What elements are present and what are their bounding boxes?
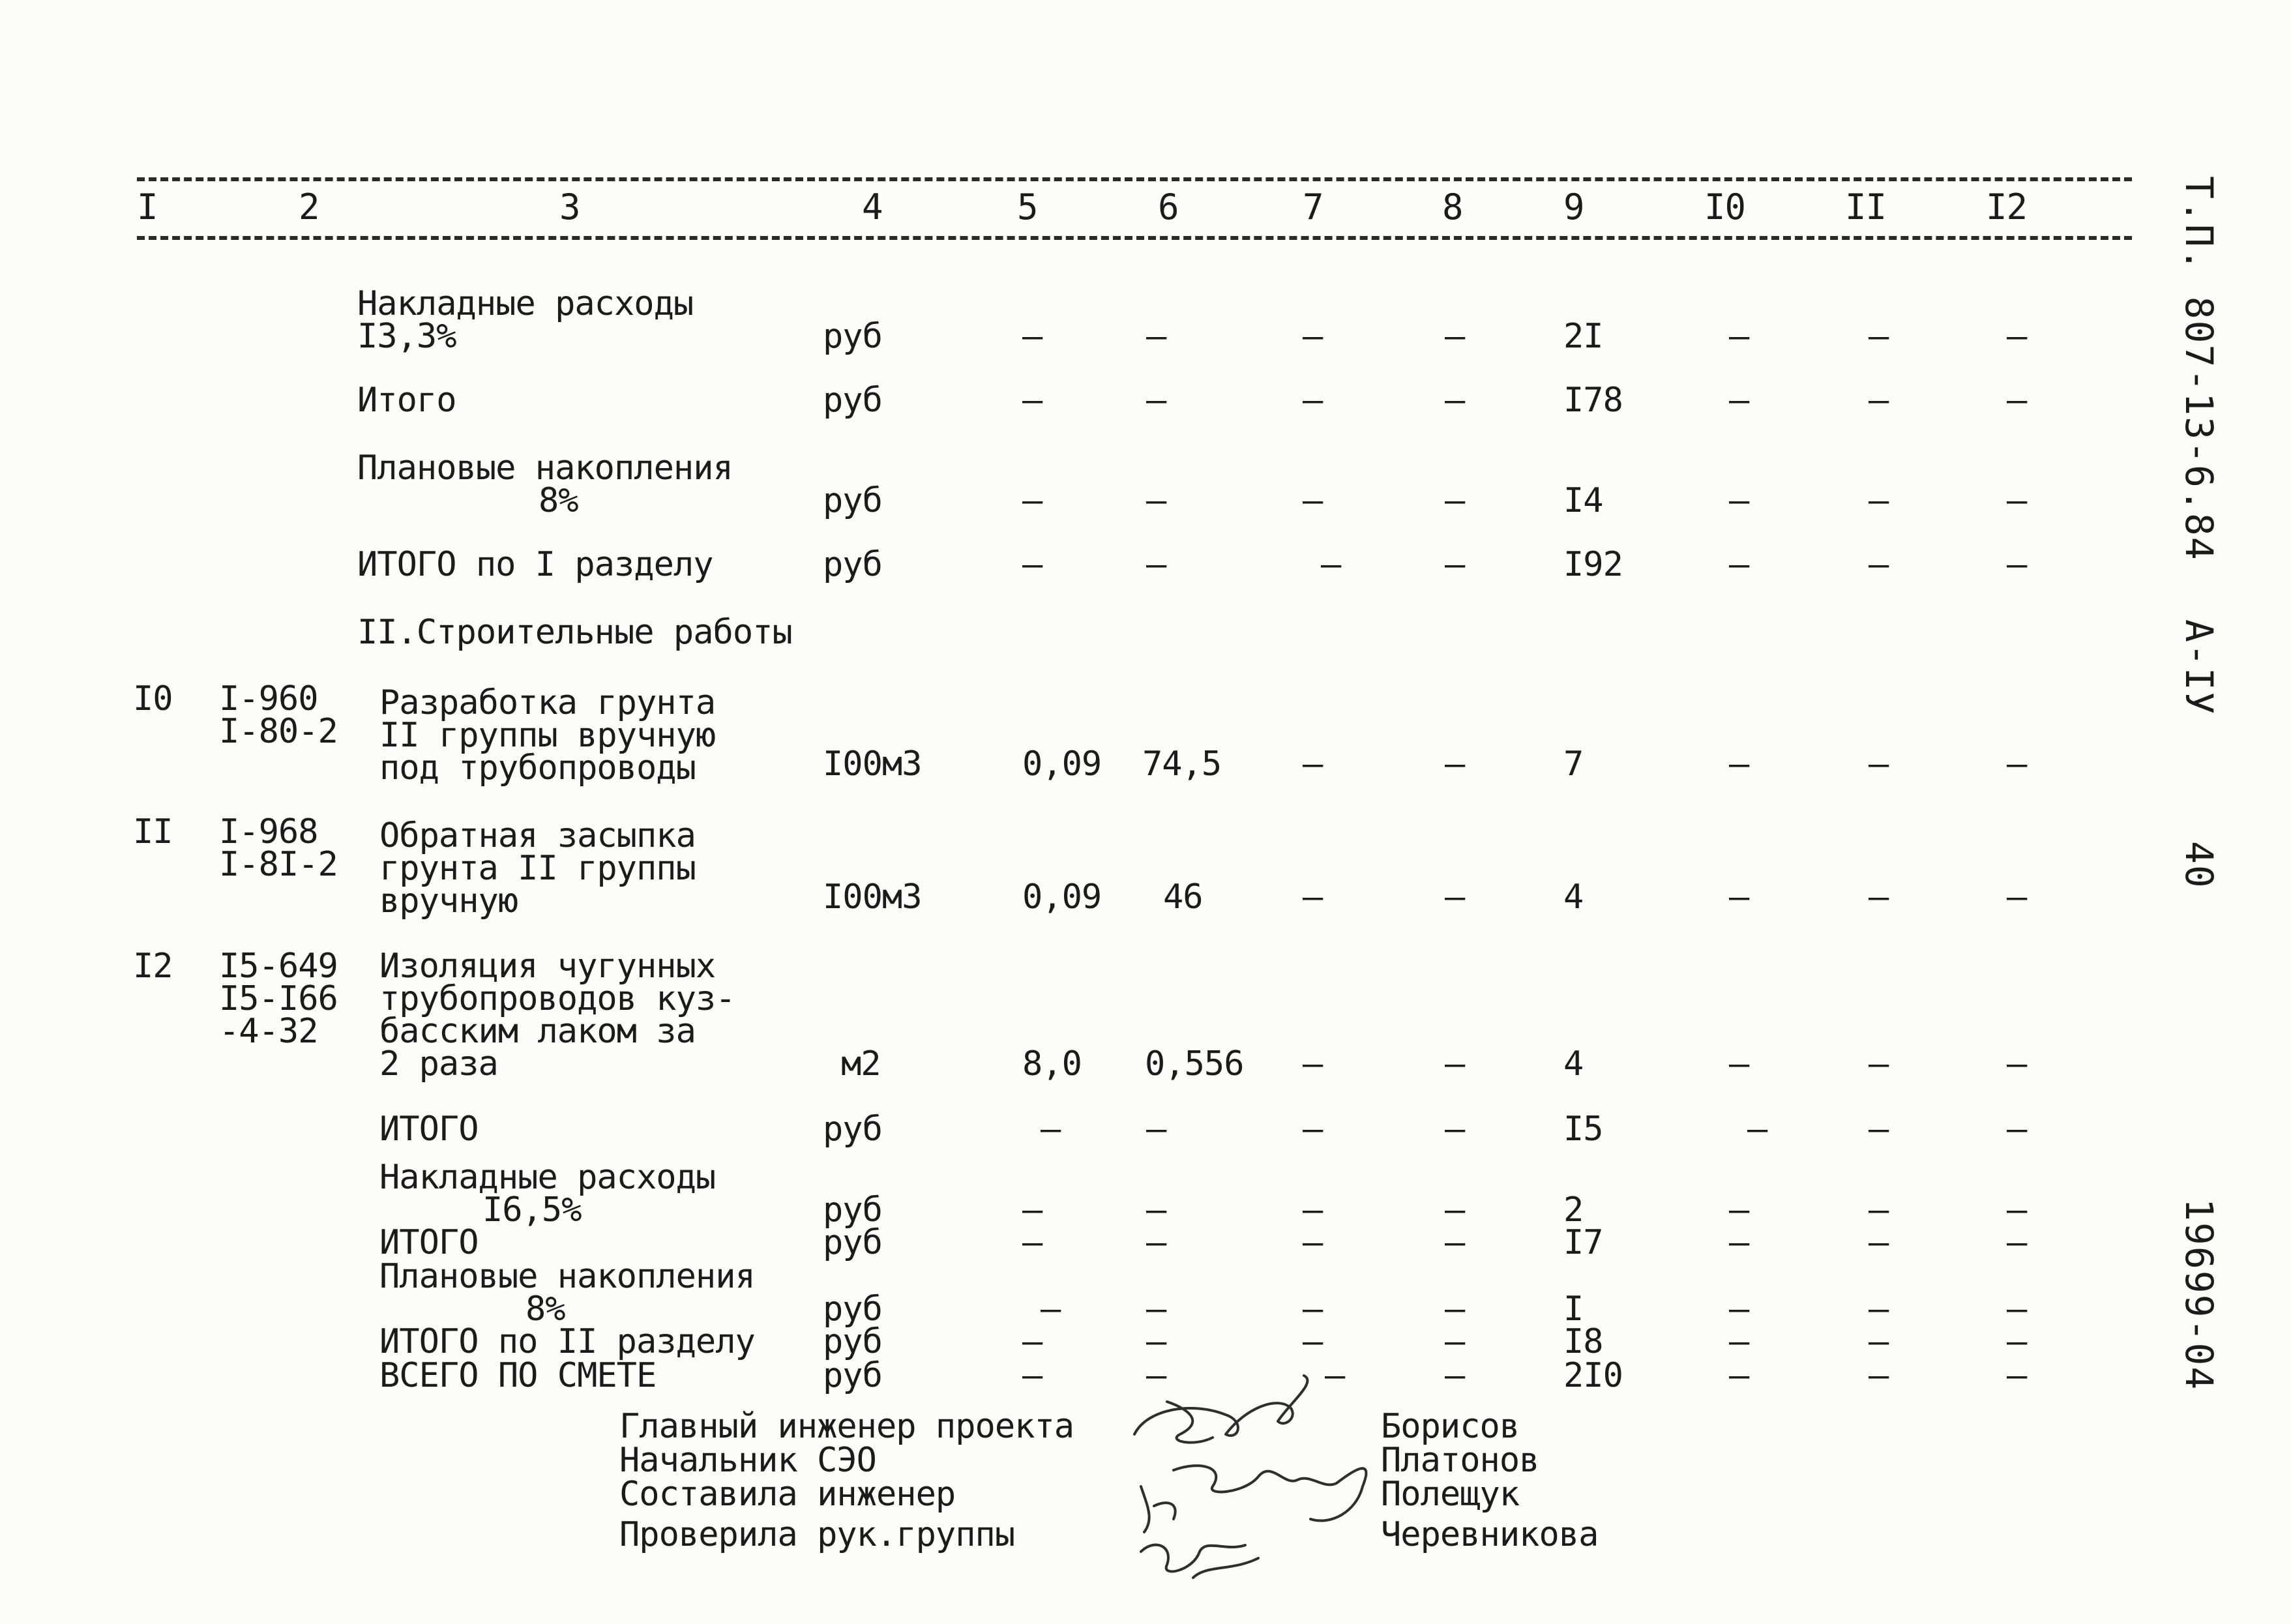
signature-name: Платонов: [1381, 1441, 1539, 1480]
cell: 2I: [1563, 317, 1603, 356]
cell: –: [1729, 1356, 1749, 1395]
cell: 46: [1163, 878, 1203, 917]
cell: –: [1729, 1322, 1749, 1361]
row-unit: руб: [823, 1356, 882, 1395]
cell: –: [1729, 545, 1749, 584]
row-name: ИТОГО: [379, 1110, 479, 1149]
cell: –: [1146, 1190, 1166, 1230]
cell: –: [1303, 1190, 1323, 1230]
cell: –: [1869, 1356, 1889, 1395]
cell: –: [1303, 481, 1323, 520]
cell: –: [1729, 1290, 1749, 1329]
item-number: I2: [133, 947, 173, 986]
row-name: ИТОГО по II разделу: [379, 1322, 755, 1361]
cell: –: [1303, 1223, 1323, 1262]
cell: –: [1022, 1223, 1042, 1262]
row-name: Разработка грунта: [379, 683, 716, 722]
row-name: басским лаком за: [379, 1012, 696, 1051]
cell: –: [1445, 878, 1465, 917]
cell: –: [2007, 878, 2027, 917]
cell: –: [1445, 545, 1465, 584]
cell: –: [1303, 1044, 1323, 1084]
cell: –: [1146, 545, 1166, 584]
row-unit: I00м3: [823, 878, 922, 917]
row-name: I3,3%: [357, 317, 456, 356]
row-name: Накладные расходы: [379, 1158, 716, 1197]
cell: –: [2007, 481, 2027, 520]
cell: I78: [1563, 381, 1623, 420]
header-top-rule: [137, 177, 2132, 181]
document-code: Т.П. 807-13-6.84: [2177, 176, 2221, 561]
cell: –: [1869, 545, 1889, 584]
column-header: I: [137, 186, 158, 228]
handwritten-signatures: [1095, 1356, 1395, 1591]
inventory-number: 19699-04: [2177, 1198, 2221, 1391]
cell: 7: [1563, 745, 1584, 784]
column-header: 5: [1017, 186, 1038, 228]
cell: –: [1445, 381, 1465, 420]
cell: –: [2007, 1356, 2027, 1395]
cell: 74,5: [1142, 745, 1222, 784]
cell: 0,556: [1145, 1044, 1244, 1084]
cell: –: [1146, 317, 1166, 356]
column-header: 4: [862, 186, 883, 228]
cell: –: [2007, 1190, 2027, 1230]
row-name: под трубопроводы: [379, 748, 696, 788]
cell: –: [1869, 1223, 1889, 1262]
cell: –: [1303, 317, 1323, 356]
cell: –: [1869, 481, 1889, 520]
cell: –: [1729, 317, 1749, 356]
cell: –: [1869, 878, 1889, 917]
cell: –: [1445, 1044, 1465, 1084]
row-name: I6,5%: [482, 1190, 582, 1230]
cell: –: [2007, 545, 2027, 584]
item-code: -4-32: [219, 1012, 318, 1051]
cell: –: [2007, 1322, 2027, 1361]
section-heading: II.Строительные работы: [357, 613, 792, 652]
signature-role: Главный инженер проекта: [619, 1407, 1074, 1446]
cell: –: [1729, 1044, 1749, 1084]
column-header: I2: [1986, 186, 2028, 228]
cell: –: [1729, 878, 1749, 917]
cell: 8,0: [1022, 1044, 1082, 1084]
row-unit: м2: [841, 1044, 881, 1084]
signature-role: Проверила рук.группы: [619, 1515, 1015, 1554]
cell: –: [1445, 1110, 1465, 1149]
cell: –: [2007, 1290, 2027, 1329]
cell: –: [2007, 381, 2027, 420]
cell: 2: [1563, 1190, 1584, 1230]
row-name: Плановые накопления: [379, 1257, 755, 1296]
item-code: I-8I-2: [219, 845, 338, 884]
cell: 0,09: [1022, 878, 1102, 917]
row-unit: руб: [823, 1190, 882, 1230]
signature-name: Черевникова: [1381, 1515, 1599, 1554]
cell: –: [1445, 1190, 1465, 1230]
row-name: 8%: [539, 481, 578, 520]
cell: –: [1146, 1290, 1166, 1329]
cell: –: [1041, 1110, 1061, 1149]
cell: –: [1146, 1356, 1166, 1395]
cell: –: [1729, 1223, 1749, 1262]
cell: –: [1303, 745, 1323, 784]
item-code: I-960: [219, 679, 318, 718]
row-name: трубопроводов куз-: [379, 979, 735, 1018]
cell: –: [1022, 481, 1042, 520]
header-bottom-rule: [137, 236, 2132, 240]
cell: –: [1869, 381, 1889, 420]
cell: 2I0: [1563, 1356, 1623, 1395]
cell: I4: [1563, 481, 1603, 520]
cell: –: [1445, 1322, 1465, 1361]
cell: –: [1022, 1322, 1042, 1361]
cell: –: [1303, 1110, 1323, 1149]
cell: –: [1869, 1190, 1889, 1230]
page-number: 40: [2177, 841, 2221, 889]
cell: –: [1146, 1322, 1166, 1361]
column-header: 3: [559, 186, 580, 228]
cell: –: [1445, 1356, 1465, 1395]
column-header: 2: [299, 186, 319, 228]
cell: –: [1729, 481, 1749, 520]
column-header: 8: [1442, 186, 1463, 228]
cell: –: [1729, 745, 1749, 784]
cell: –: [1146, 381, 1166, 420]
cell: –: [1022, 317, 1042, 356]
column-header: 9: [1563, 186, 1584, 228]
row-unit: руб: [823, 381, 882, 420]
cell: –: [1445, 1290, 1465, 1329]
row-name: вручную: [379, 881, 518, 921]
cell: –: [1303, 381, 1323, 420]
row-name: Изоляция чугунных: [379, 947, 716, 986]
column-header: II: [1845, 186, 1887, 228]
cell: –: [1146, 1110, 1166, 1149]
cell: –: [2007, 1223, 2027, 1262]
cell: –: [1022, 545, 1042, 584]
cell: –: [2007, 1110, 2027, 1149]
row-unit: руб: [823, 1110, 882, 1149]
cell: –: [1303, 1322, 1323, 1361]
cell: I7: [1563, 1223, 1603, 1262]
signature-role: Составила инженер: [619, 1475, 956, 1514]
cell: –: [1445, 317, 1465, 356]
cell: –: [1146, 481, 1166, 520]
cell: –: [1869, 745, 1889, 784]
cell: I8: [1563, 1322, 1603, 1361]
cell: 4: [1563, 1044, 1584, 1084]
cell: –: [2007, 745, 2027, 784]
cell: –: [1869, 1290, 1889, 1329]
column-header: I0: [1704, 186, 1746, 228]
row-unit: руб: [823, 545, 882, 584]
cell: I5: [1563, 1110, 1603, 1149]
item-code: I5-I66: [219, 979, 338, 1018]
row-name: ВСЕГО ПО СМЕТЕ: [379, 1356, 657, 1395]
row-unit: руб: [823, 1322, 882, 1361]
cell: –: [1869, 317, 1889, 356]
signature-name: Борисов: [1381, 1407, 1520, 1446]
row-name: 8%: [525, 1290, 565, 1329]
signature-name: Полещук: [1381, 1475, 1520, 1514]
item-code: I5-649: [219, 947, 338, 986]
cell: 0,09: [1022, 745, 1102, 784]
row-name: Плановые накопления: [357, 449, 733, 488]
cell: –: [1303, 878, 1323, 917]
item-number: I0: [133, 679, 173, 718]
cell: –: [1445, 745, 1465, 784]
row-name: грунта II группы: [379, 849, 696, 888]
album-code: А-IУ: [2177, 619, 2221, 716]
row-unit: руб: [823, 1290, 882, 1329]
row-name: Итого: [357, 381, 456, 420]
cell: –: [1022, 381, 1042, 420]
row-name: II группы вручную: [379, 716, 716, 755]
cell: –: [1747, 1110, 1767, 1149]
item-code: I-968: [219, 812, 318, 851]
row-name: Обратная засыпка: [379, 816, 696, 855]
column-header: 6: [1158, 186, 1179, 228]
cell: –: [1041, 1290, 1061, 1329]
cell: I: [1563, 1290, 1584, 1329]
cell: I92: [1563, 545, 1623, 584]
cell: –: [1022, 1190, 1042, 1230]
cell: –: [2007, 317, 2027, 356]
cell: –: [1321, 545, 1341, 584]
cell: –: [1729, 1190, 1749, 1230]
cell: –: [1146, 1223, 1166, 1262]
row-name: ИТОГО по I разделу: [357, 545, 713, 584]
cell: –: [1729, 381, 1749, 420]
item-code: I-80-2: [219, 712, 338, 751]
cell: –: [1303, 1290, 1323, 1329]
cell: –: [1869, 1044, 1889, 1084]
item-number: II: [133, 812, 173, 851]
column-header: 7: [1303, 186, 1323, 228]
cell: –: [2007, 1044, 2027, 1084]
row-name: ИТОГО: [379, 1223, 479, 1262]
signature-role: Начальник СЭО: [619, 1441, 876, 1480]
cell: –: [1325, 1356, 1345, 1395]
cell: 4: [1563, 878, 1584, 917]
row-name: 2 раза: [379, 1044, 498, 1084]
row-name: Накладные расходы: [357, 284, 694, 323]
cell: –: [1022, 1356, 1042, 1395]
cell: –: [1445, 1223, 1465, 1262]
cell: –: [1869, 1322, 1889, 1361]
row-unit: руб: [823, 1223, 882, 1262]
cell: –: [1869, 1110, 1889, 1149]
row-unit: I00м3: [823, 745, 922, 784]
row-unit: руб: [823, 317, 882, 356]
cell: –: [1445, 481, 1465, 520]
row-unit: руб: [823, 481, 882, 520]
